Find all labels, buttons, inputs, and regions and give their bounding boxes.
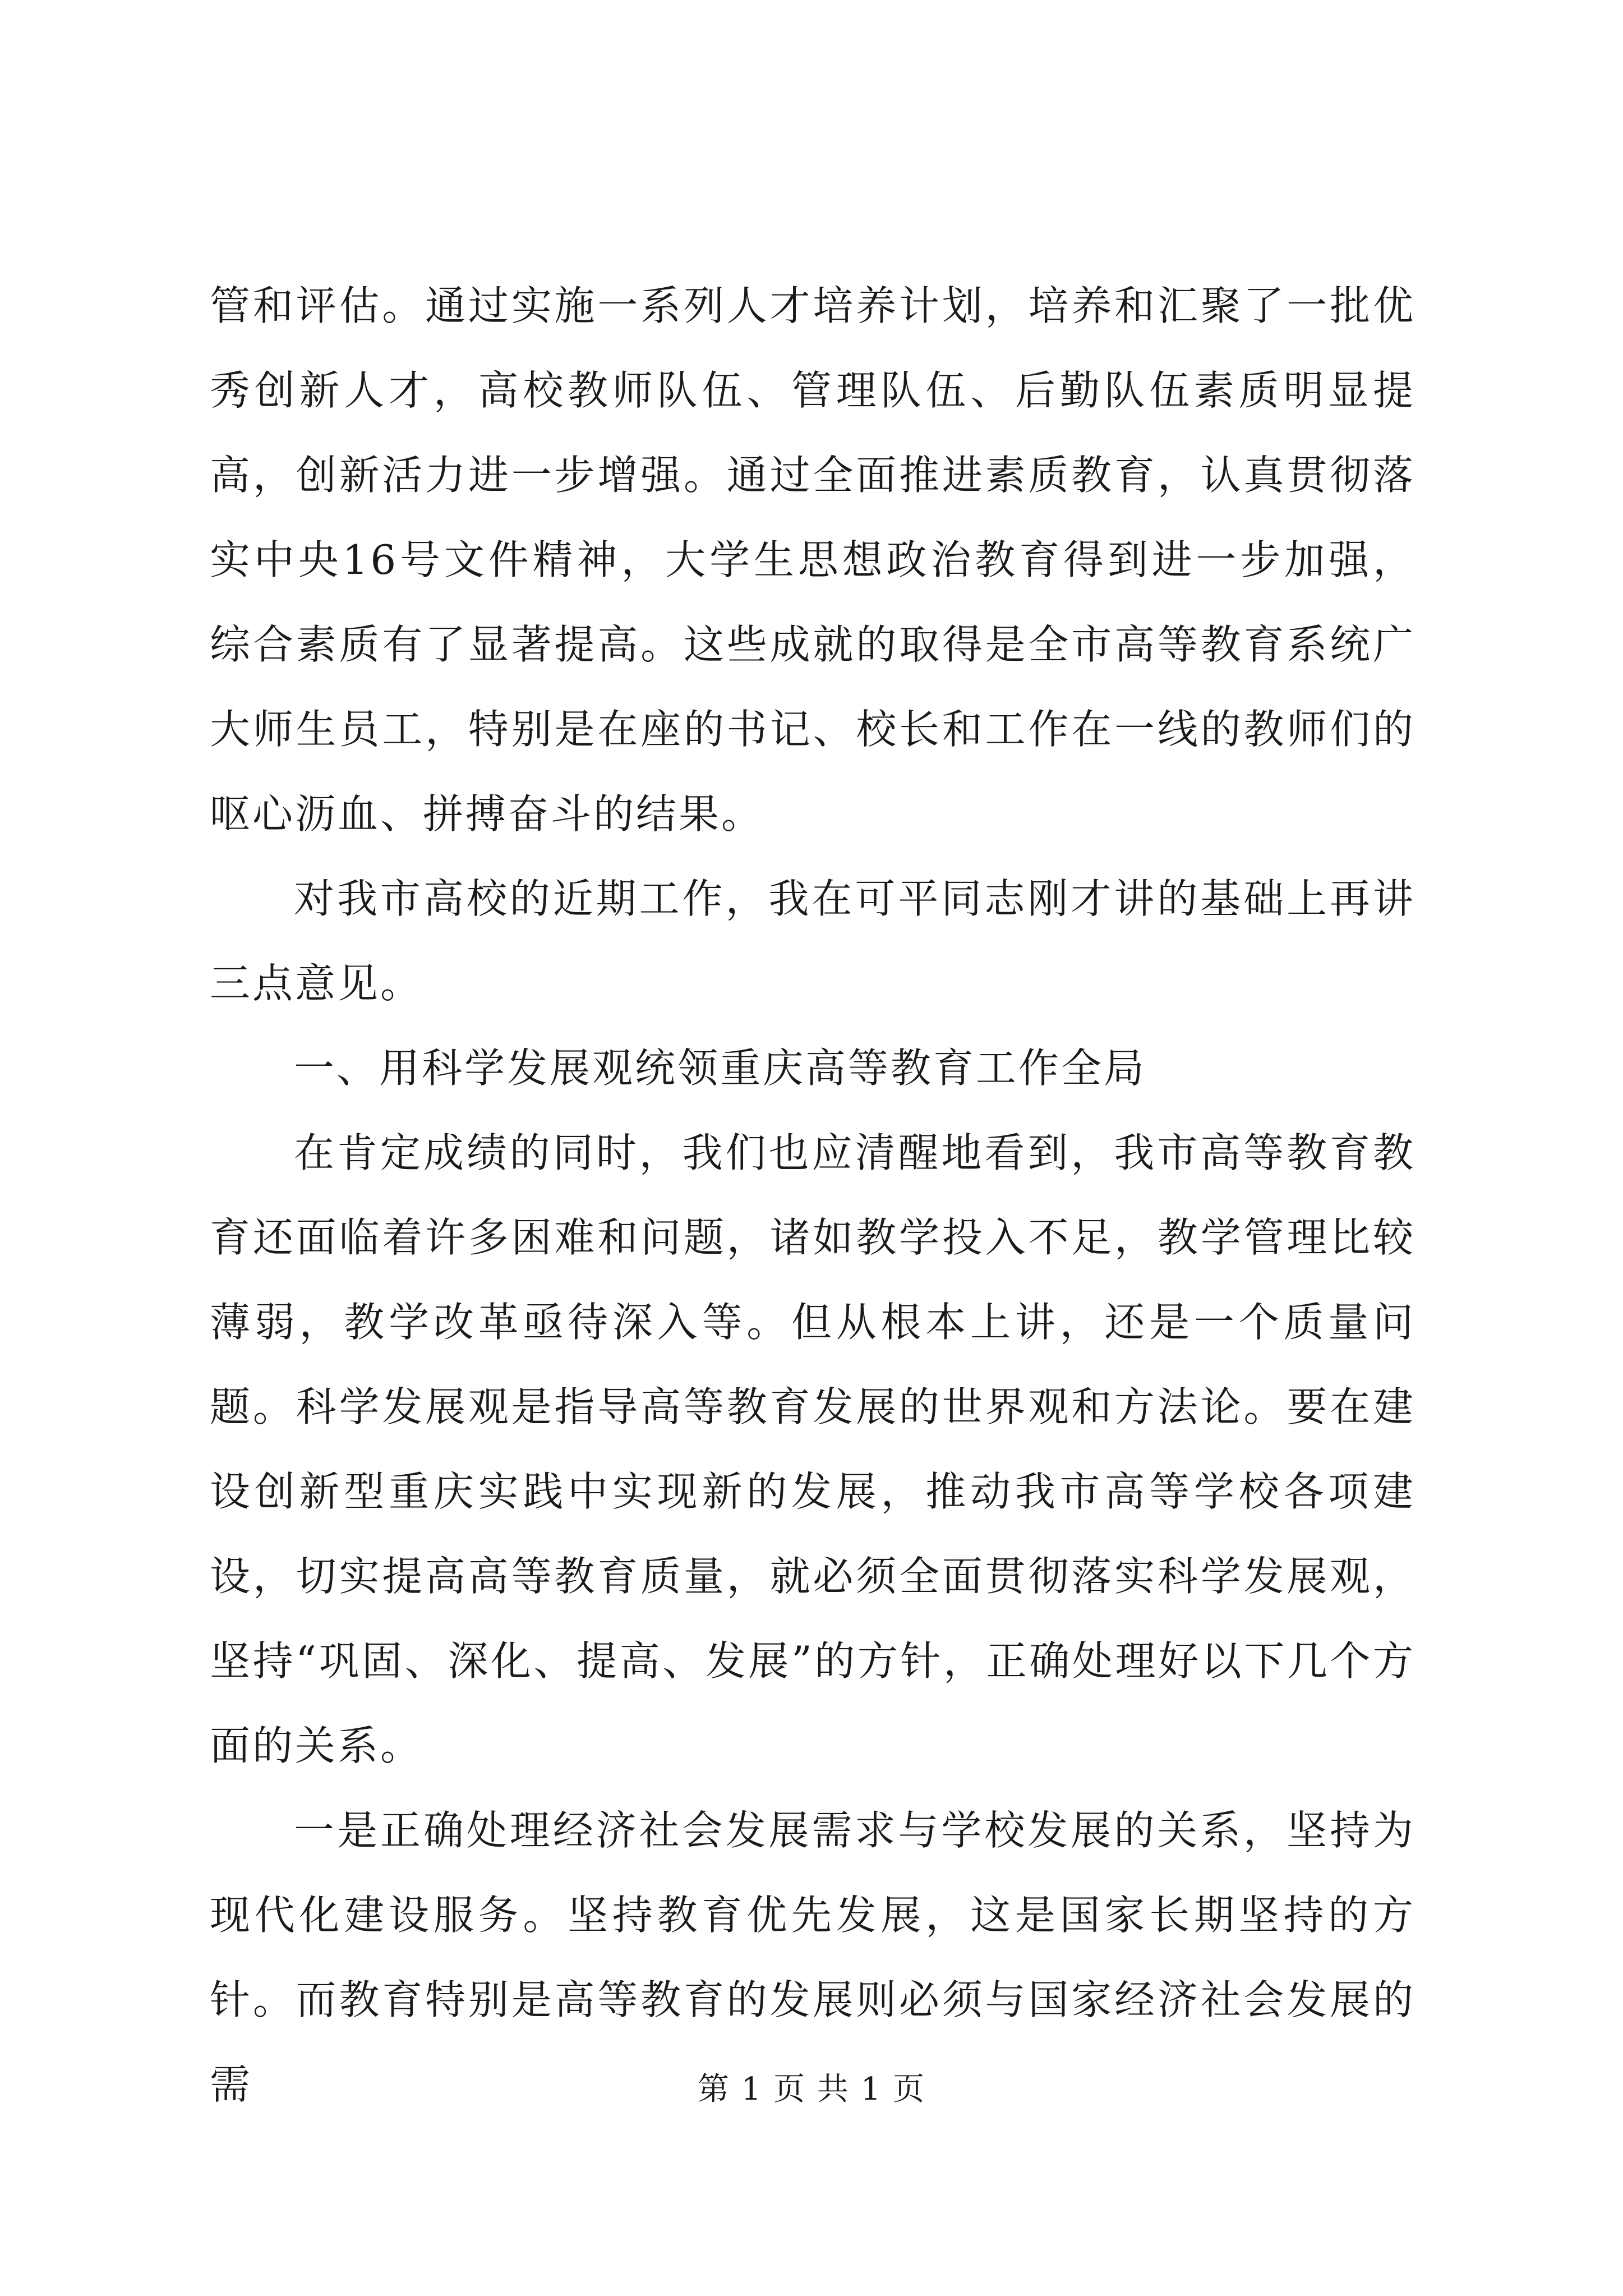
paragraph-intro-opinions: 对我市高校的近期工作，我在可平同志刚才讲的基础上再讲三点意见。 — [210, 875, 1415, 1007]
paragraph-scientific-development: 在肯定成绩的同时，我们也应清醒地看到，我市高等教育教育还面临着许多困难和问题，诸如教学投入不足，教学管理比较薄弱，教学改革亟待深入等。但从根本上讲，还是一个质量问题。科学发展观是指导高等教育发展的世界观和方法论。要在建设创新型重庆实践中实现新的发展，推动我市高等学校各项建设，切实提高高等教育质量，就必须全面贯彻落实科学发展观，坚持“巩固、深化、提高、发展”的方针，正确处理好以下几个方面的关系。 — [210, 1129, 1415, 1769]
section-heading-1: 一、用科学发展观统领重庆高等教育工作全局 — [294, 1045, 1147, 1092]
page-number-footer: 第 1 页 共 1 页 — [697, 2071, 926, 2108]
document-body — [210, 264, 1415, 2127]
paragraph-achievements: 管和评估。通过实施一系列人才培养计划，培养和汇聚了一批优秀创新人才，高校教师队伍、管理队伍、后勤队伍素质明显提高，创新活力进一步增强。通过全面推进素质教育，认真贯彻落实中央16号文件精神，大学生思想政治教育得到进一步加强，综合素质有了显著提高。这些成就的取得是全市高等教育系统广大师生员工，特别是在座的书记、校长和工作在一线的教师们的呕心沥血、拼搏奋斗的结果。 — [210, 282, 1415, 838]
paragraph-first-relationship: 一是正确处理经济社会发展需求与学校发展的关系，坚持为现代化建设服务。坚持教育优先发展，这是国家长期坚持的方针。而教育特别是高等教育的发展则必须与国家经济社会发展的需 — [210, 1807, 1415, 2108]
